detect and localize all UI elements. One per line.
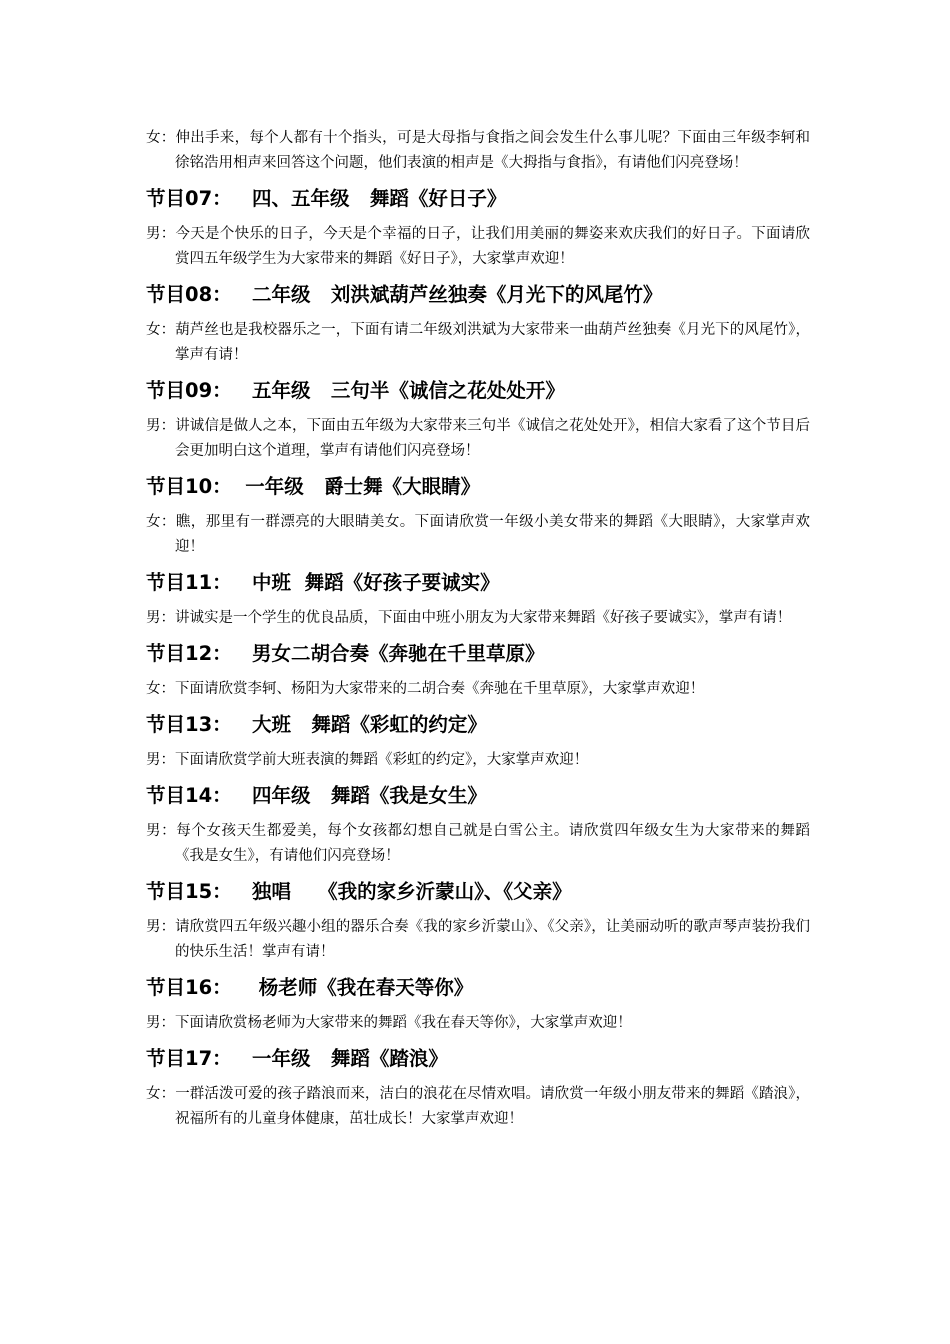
- host-line: 男：下面请欣赏学前大班表演的舞蹈《彩虹的约定》，大家掌声欢迎！: [146, 752, 589, 768]
- program-heading: 节目15： 独唱 《我的家乡沂蒙山》、《父亲》: [146, 880, 572, 903]
- program-09: [146, 377, 810, 464]
- host-line: 男：讲诚信是做人之本，下面由五年级为大家带来三句半《诚信之花处处开》，相信大家看了这个节目后会更加明白这个道理，掌声有请他们闪亮登场！: [146, 418, 810, 459]
- program-heading: 节目16： 杨老师《我在春天等你》: [146, 976, 474, 999]
- program-heading: 节目14： 四年级 舞蹈《我是女生》: [146, 784, 487, 807]
- program-heading: 节目13： 大班 舞蹈《彩虹的约定》: [146, 713, 487, 736]
- program-12: [146, 640, 810, 702]
- program-15: [146, 878, 810, 965]
- program-10: [146, 473, 810, 560]
- program-17: [146, 1045, 810, 1132]
- program-heading: 节目08： 二年级 刘洪斌葫芦丝独奏《月光下的风尾竹》: [146, 283, 663, 306]
- program-07: [146, 185, 810, 272]
- program-heading: 节目09： 五年级 三句半《诚信之花处处开》: [146, 379, 565, 402]
- document-page: [146, 126, 810, 1138]
- host-line: 女：一群活泼可爱的孩子踏浪而来，洁白的浪花在尽情欢唱。请欣赏一年级小朋友带来的舞蹈《踏浪》，祝福所有的儿童身体健康，茁壮成长！大家掌声欢迎！: [146, 1086, 810, 1127]
- host-line: 男：下面请欣赏杨老师为大家带来的舞蹈《我在春天等你》，大家掌声欢迎！: [146, 1015, 632, 1031]
- host-line: 女：葫芦丝也是我校器乐之一，下面有请二年级刘洪斌为大家带来一曲葫芦丝独奏《月光下的风尾竹》，掌声有请！: [146, 322, 810, 363]
- host-line: 女：瞧，那里有一群漂亮的大眼睛美女。下面请欣赏一年级小美女带来的舞蹈《大眼睛》，大家掌声欢迎！: [146, 514, 810, 555]
- host-line: 女：下面请欣赏李轲、杨阳为大家带来的二胡合奏《奔驰在千里草原》，大家掌声欢迎！: [146, 681, 705, 697]
- program-11: [146, 569, 810, 631]
- program-heading: 节目07： 四、五年级 舞蹈《好日子》: [146, 187, 507, 210]
- program-heading: 节目11： 中班 舞蹈《好孩子要诚实》: [146, 571, 500, 594]
- program-13: [146, 711, 810, 773]
- host-line: 男：每个女孩天生都爱美，每个女孩都幻想自己就是白雪公主。请欣赏四年级女生为大家带来的舞蹈《我是女生》，有请他们闪亮登场！: [146, 823, 810, 864]
- program-heading: 节目17： 一年级 舞蹈《踏浪》: [146, 1047, 448, 1070]
- program-heading: 节目10： 一年级 爵士舞《大眼睛》: [146, 475, 481, 498]
- host-line: 男：今天是个快乐的日子，今天是个幸福的日子，让我们用美丽的舞姿来欢庆我们的好日子。下面请欣赏四五年级学生为大家带来的舞蹈《好日子》，大家掌声欢迎！: [146, 226, 810, 267]
- host-line: 男：请欣赏四五年级兴趣小组的器乐合奏《我的家乡沂蒙山》、《父亲》，让美丽动听的歌声琴声装扮我们的快乐生活！掌声有请！: [146, 919, 810, 960]
- program-16: [146, 974, 810, 1036]
- program-08: [146, 281, 810, 368]
- program-heading: 节目12： 男女二胡合奏《奔驰在千里草原》: [146, 642, 545, 665]
- program-14: [146, 782, 810, 869]
- host-line: 男：讲诚实是一个学生的优良品质，下面由中班小朋友为大家带来舞蹈《好孩子要诚实》，掌声有请！: [146, 610, 792, 626]
- intro-paragraph: 女：伸出手来，每个人都有十个指头，可是大母指与食指之间会发生什么事儿呢？下面由三年级李轲和徐铭浩用相声来回答这个问题，他们表演的相声是《大拇指与食指》，有请他们闪亮登场！: [146, 130, 810, 171]
